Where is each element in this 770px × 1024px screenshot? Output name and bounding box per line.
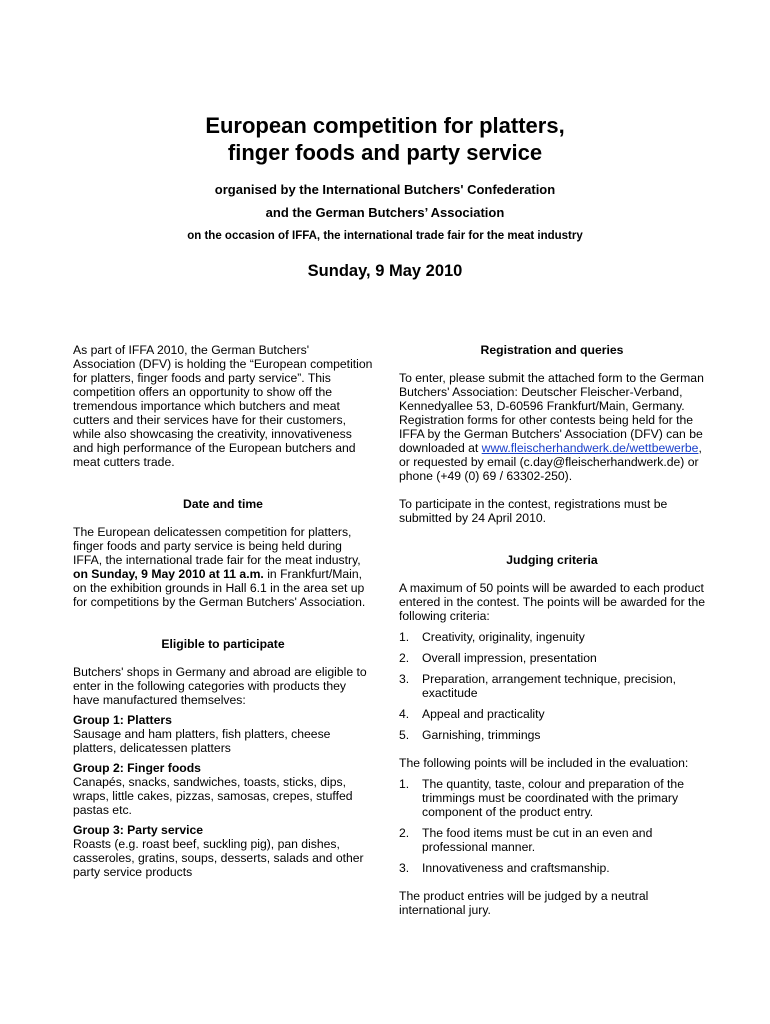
event-date: Sunday, 9 May 2010 <box>307 262 463 280</box>
deadline-paragraph: To participate in the contest, registrations must be submitted by 24 April 2010. <box>399 497 668 525</box>
eligible-paragraph: Butchers' shops in Germany and abroad are eligible to enter in the following categories with products they have manufactured themselves: <box>73 665 367 707</box>
right-column <box>399 343 705 917</box>
event-datetime-bold: on Sunday, 9 May 2010 at 11 a.m. <box>73 567 264 581</box>
page-title-line2: finger foods and party service <box>227 140 543 165</box>
eligible-heading: Eligible to participate <box>161 637 285 651</box>
judging-paragraph: A maximum of 50 points will be awarded to each product entered in the contest. The points will be awarded for the following criteria: <box>399 581 706 623</box>
criteria-list <box>399 630 705 742</box>
intro-paragraph: As part of IFFA 2010, the German Butchers' Association (DFV) is holding the “European competition for platters, finger foods and party service”. This competition offers an opportunity to show off the tremendous importance which butchers and meat cutters and their services have for their customers, while also showcasing the creativity, innovativeness and high performance of the European butchers and meat cutters trade. <box>73 343 373 469</box>
points-list <box>399 777 705 875</box>
organiser-line1: organised by the International Butchers' Confederation <box>214 182 556 197</box>
group-title: Group 3: Party service <box>73 823 204 837</box>
group-description: Roasts (e.g. roast beef, suckling pig), pan dishes, casseroles, gratins, soups, desserts, salads and other party service products <box>73 837 364 879</box>
group-title: Group 2: Finger foods <box>73 761 201 775</box>
list-item: 3. Preparation, arrangement technique, precision, exactitude <box>399 672 677 700</box>
group-description: Sausage and ham platters, fish platters, cheese platters, delicatessen platters <box>73 727 331 755</box>
registration-paragraph: To enter, please submit the attached form to the German Butchers' Association: Deutscher Fleischer-Verband, Kennedyallee 53, D-60596 Frankfurt/Main, Germany. Registration forms for other contests being held for the IFFA by the German Butchers' Association (DFV) can be downloaded at www.fleischerhandwerk.de/wettbewerbe, or requested by email (c.day@fleischerhandwerk.de) or phone (+49 (0) 69 / 63302-250). <box>399 371 704 483</box>
list-item: 4. Appeal and practicality <box>399 707 545 721</box>
date-time-heading: Date and time <box>183 497 263 511</box>
occasion-line: on the occasion of IFFA, the international trade fair for the meat industry <box>187 230 583 242</box>
group-title: Group 1: Platters <box>73 713 172 727</box>
list-item: 1. Creativity, originality, ingenuity <box>399 630 585 644</box>
document-header <box>0 112 770 166</box>
list-item: 2. Overall impression, presentation <box>399 651 597 665</box>
date-time-paragraph: The European delicatessen competition for platters, finger foods and party service is being held during IFFA, the international trade fair for the meat industry, on Sunday, 9 May 2010 at 11 a.m. in Frankfurt/Main, on the exhibition grounds in Hall 6.1 in the area set up for competitions by the German Butchers' Association. <box>73 525 366 609</box>
competition-link[interactable]: www.fleischerhandwerk.de/wettbewerbe <box>481 441 699 455</box>
list-item: 3. Innovativeness and craftsmanship. <box>399 861 610 875</box>
points-paragraph: The following points will be included in the evaluation: <box>399 756 689 770</box>
page-title-line1: European competition for platters, <box>205 113 565 138</box>
list-item: 5. Garnishing, trimmings <box>399 728 541 742</box>
left-column <box>73 343 373 879</box>
list-item: 1. The quantity, taste, colour and preparation of the trimmings must be coordinated with the primary component of the product entry. <box>399 777 684 819</box>
group-description: Canapés, snacks, sandwiches, toasts, sticks, dips, wraps, little cakes, pizzas, samosas, crepes, stuffed pastas etc. <box>73 775 353 817</box>
list-item: 2. The food items must be cut in an even and professional manner. <box>399 826 653 854</box>
jury-paragraph: The product entries will be judged by a neutral international jury. <box>399 889 649 917</box>
registration-heading: Registration and queries <box>480 343 624 357</box>
judging-heading: Judging criteria <box>506 553 598 567</box>
organiser-line2: and the German Butchers’ Association <box>265 205 505 220</box>
